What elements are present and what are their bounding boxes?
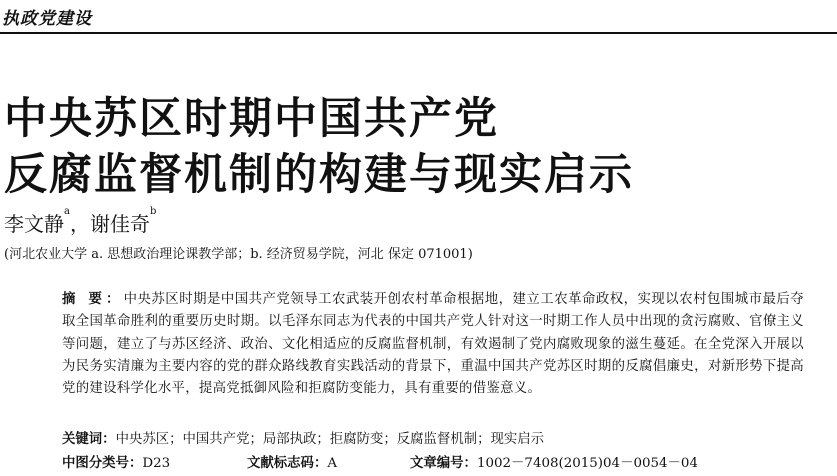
- affiliation: (河北农业大学 a. 思想政治理论课教学部；b. 经济贸易学院，河北 保定 071001): [4, 247, 473, 262]
- article-number-label: 文章编号：: [410, 456, 477, 471]
- document-code-value: A: [327, 456, 338, 471]
- clc-label: 中图分类号：: [62, 456, 143, 471]
- abstract-text: 中央苏区时期是中国共产党领导工农武装开创农村革命根据地，建立工农革命政权，实现以农村包围城市最后夺取全国革命胜利的重要历史时期。以毛泽东同志为代表的中国共产党人针对这一时期工作人员中出现的贪污腐败、官僚主义等问题，建立了与苏区经济、政治、文化相适应的反腐监督机制，有效遏制了党内腐败现象的滋生蔓延。在全党深入开展以为民务实清廉为主要内容的党的群众路线教育实践活动的背景下，重温中国共产党苏区时期的反腐倡廉史，对新形势下提高党的建设科学化水平，提高党抵御风险和拒腐防变能力，具有重要的借鉴意义。: [62, 292, 804, 397]
- document-code-label: 文献标志码：: [247, 456, 328, 471]
- abstract: [62, 289, 804, 400]
- author-affiliation-mark: a: [64, 206, 70, 217]
- author-list: [4, 208, 156, 237]
- document-code: [247, 452, 337, 471]
- abstract-label: 摘 要：: [62, 292, 124, 307]
- clc-value: D23: [142, 456, 171, 471]
- header-rule: [0, 32, 837, 34]
- article-title-line-1: 中央苏区时期中国共产党: [4, 94, 499, 144]
- author-affiliation-mark: b: [149, 206, 157, 217]
- author-separator: ，: [69, 212, 90, 236]
- keywords: [62, 428, 544, 447]
- keywords-label: 关键词：: [62, 432, 116, 447]
- keywords-text: 中央苏区；中国共产党；局部执政；拒腐防变；反腐监督机制；现实启示: [115, 432, 545, 447]
- author-name: 谢佳奇: [89, 212, 150, 236]
- article-number: [410, 452, 698, 471]
- author-name: 李文静: [4, 212, 64, 236]
- article-title-line-2: 反腐监督机制的构建与现实启示: [4, 150, 634, 200]
- article-number-value: 1002－7408(2015)04－0054－04: [476, 456, 698, 471]
- section-label: 执政党建设: [2, 9, 92, 29]
- clc-number: [62, 452, 170, 471]
